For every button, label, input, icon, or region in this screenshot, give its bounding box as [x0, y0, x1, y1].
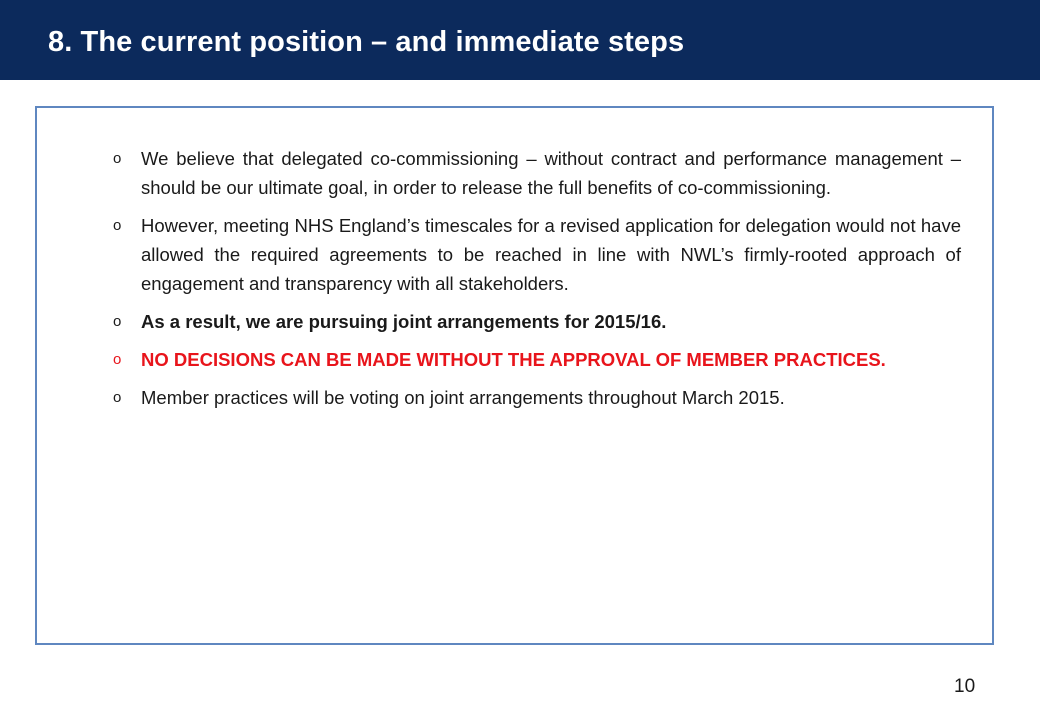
bullet-text: However, meeting NHS England’s timescales for a revised application for delegation would not have allowed the required agreements to be reached in line with NWL’s firmly-rooted approach of engagement and transparency with all stakeholders.: [141, 215, 961, 294]
bullet-marker-icon: o: [113, 351, 122, 368]
bullet-text: NO DECISIONS CAN BE MADE WITHOUT THE APPROVAL OF MEMBER PRACTICES.: [141, 349, 886, 370]
bullet-marker-icon: o: [113, 389, 122, 406]
bullet-item-no-decisions: [73, 345, 961, 374]
title-bar: [0, 0, 1040, 80]
bullet-item-joint-arrangements: [73, 307, 961, 336]
bullet-marker-icon: o: [113, 313, 122, 330]
bullet-text: As a result, we are pursuing joint arrangements for 2015/16.: [141, 311, 667, 332]
bullet-item-voting: [73, 383, 961, 412]
bullet-marker-icon: o: [113, 217, 122, 234]
page-number: 10: [954, 676, 976, 697]
bullet-item-delegated-goal: [73, 144, 961, 202]
content-box: [35, 106, 994, 645]
bullet-marker-icon: o: [113, 150, 122, 167]
bullet-list: [73, 144, 961, 412]
slide-title: 8. The current position – and immediate steps: [48, 26, 685, 58]
bullet-text: We believe that delegated co-commissioning – without contract and performance management – should be our ultimate goal, in order to release the full benefits of co-commissioning.: [141, 148, 961, 198]
bullet-text: Member practices will be voting on joint arrangements throughout March 2015.: [141, 387, 785, 408]
bullet-item-timescales: [73, 211, 961, 298]
